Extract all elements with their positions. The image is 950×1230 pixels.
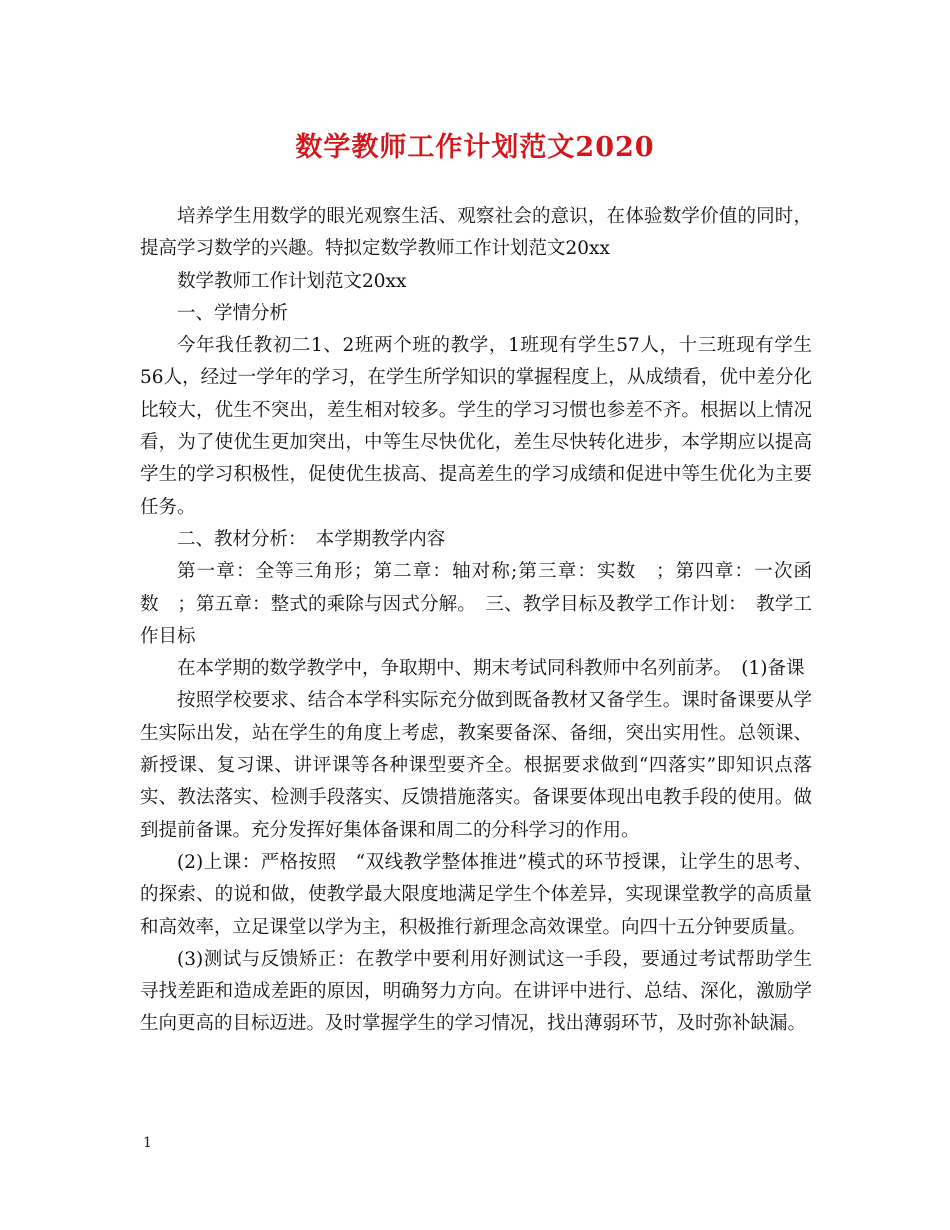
paragraph-intro: 培养学生用数学的眼光观察生活、观察社会的意识，在体验数学价值的同时，提高学习数学的兴趣。特拟定数学教师工作计划范文20xx	[140, 206, 812, 260]
section-heading-1: 一、学情分析	[177, 302, 289, 324]
paragraph-lecture: (2)上课：严格按照 “双线教学整体推进”模式的环节授课，让学生的思考、的探索、的说和做，使教学最大限度地满足学生个体差异，实现课堂教学的高质量和高效率，立足课堂以学为主，积极推行新理念高效课堂。向四十五分钟要质量。	[140, 851, 812, 938]
paragraph-chapters: 第一章：全等三角形；第二章：轴对称;第三章：实数 ；第四章：一次函数 ；第五章：整式的乘除与因式分解。 三、教学目标及教学工作计划： 教学工作目标	[140, 561, 812, 647]
paragraph-testing: (3)测试与反馈矫正：在教学中要利用好测试这一手段，要通过考试帮助学生寻找差距和造成差距的原因，明确努力方向。在讲评中进行、总结、深化，激励学生向更高的目标迈进。及时掌握学生的学习情况，找出薄弱环节，及时弥补缺漏。	[140, 948, 812, 1035]
paragraph-subtitle: 数学教师工作计划范文20xx	[177, 270, 407, 292]
section-heading-2: 二、教材分析： 本学期教学内容	[177, 528, 446, 550]
paragraph-goal: 在本学期的数学教学中，争取期中、期末考试同科教师中名列前茅。 (1)备课	[177, 658, 805, 680]
paragraph-student-analysis: 今年我任教初二1、2班两个班的教学，1班现有学生57人，十三班现有学生56人，经过一学年的学习，在学生所学知识的掌握程度上，从成绩看，优中差分化比较大，优生不突出，差生相对较多。学生的学习习惯也参差不齐。根据以上情况看，为了使优生更加突出，中等生尽快优化，差生尽快转化进步，本学期应以提高学生的学习积极性，促使优生拔高、提高差生的学习成绩和促进中等生优化为主要任务。	[140, 335, 812, 518]
document-title: 数学教师工作计划范文2020	[295, 132, 655, 163]
page-number: 1	[143, 1135, 152, 1151]
paragraph-lesson-prep: 按照学校要求、结合本学科实际充分做到既备教材又备学生。课时备课要从学生实际出发，站在学生的角度上考虑，教案要备深、备细，突出实用性。总领课、新授课、复习课、讲评课等各种课型要齐全。根据要求做到“四落实”即知识点落实、教法落实、检测手段落实、反馈措施落实。备课要体现出电教手段的使用。做到提前备课。充分发挥好集体备课和周二的分科学习的作用。	[140, 690, 812, 841]
document-body	[140, 201, 812, 1041]
